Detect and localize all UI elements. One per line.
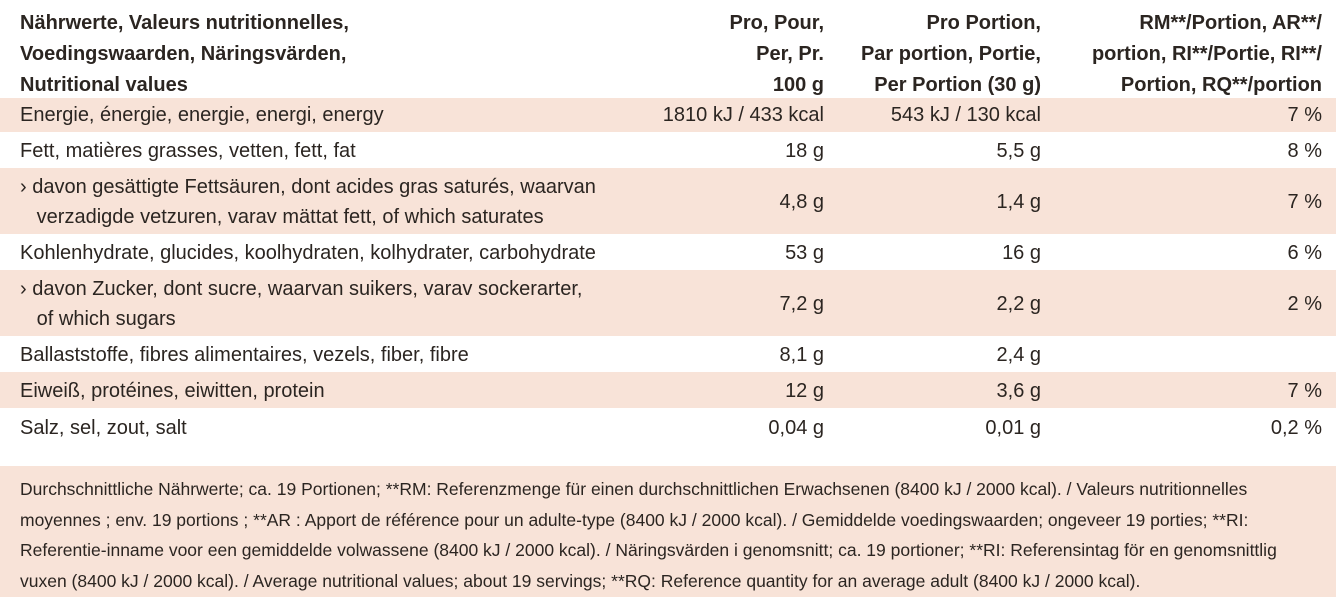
header-per-100g: Pro, Pour, Per, Pr. 100 g [729,12,824,96]
value-per-portion: 0,01 g [985,417,1041,439]
table-row [0,374,1336,410]
table-row [0,170,1336,236]
value-per-100g: 4,8 g [779,191,824,213]
value-per-portion: 16 g [1002,242,1041,264]
value-reference-intake: 7 % [1287,104,1322,126]
nutrient-name: Salz, sel, zout, salt [20,417,187,439]
value-reference-intake: 7 % [1287,191,1322,213]
table-row [0,410,1336,446]
nutrient-name: › davon Zucker, dont sucre, waarvan suikers, varav sockerarter, of which sugars [20,278,583,330]
value-per-100g: 7,2 g [779,293,824,315]
nutrient-name: Ballaststoffe, fibres alimentaires, vezels, fiber, fibre [20,344,469,366]
nutrient-name: Fett, matières grasses, vetten, fett, fat [20,140,356,162]
value-per-100g: 1810 kJ / 433 kcal [662,104,824,126]
value-per-portion: 3,6 g [996,380,1041,402]
value-reference-intake: 0,2 % [1270,417,1322,439]
table-header [0,0,1336,98]
header-reference-intake: RM**/Portion, AR**/ portion, RI**/Portie, RI**/ Portion, RQ**/portion [1091,12,1322,96]
value-per-portion: 5,5 g [996,140,1041,162]
header-per-portion: Pro Portion, Par portion, Portie, Per Portion (30 g) [860,12,1041,96]
value-reference-intake: 6 % [1287,242,1322,264]
value-reference-intake: 8 % [1287,140,1322,162]
value-per-portion: 1,4 g [996,191,1041,213]
footnote [0,466,1336,597]
value-per-100g: 0,04 g [768,417,824,439]
value-reference-intake: 2 % [1287,293,1322,315]
value-per-100g: 12 g [785,380,824,402]
value-per-portion: 543 kJ / 130 kcal [890,104,1041,126]
value-per-portion: 2,4 g [996,344,1041,366]
table-row [0,272,1336,338]
nutrient-name: Eiweiß, protéines, eiwitten, protein [20,380,325,402]
table-row [0,338,1336,374]
nutrient-name: Energie, énergie, energie, energi, energy [20,104,384,126]
table-row [0,236,1336,272]
footnote-text: Durchschnittliche Nährwerte; ca. 19 Portionen; **RM: Referenzmenge für einen durchschnittlichen Erwachsenen (8400 kJ / 2000 kcal). / Valeurs nutritionnelles moyennes ; env. 19 portions ; **AR : Apport de référence pour un adulte-type (8400 kJ / 2000 kcal). / Gemiddelde voedingswaarden; ongeveer 19 porties; **RI: Referentie-inname voor een gemiddelde volwassene (8400 kJ / 2000 kcal). / Näringsvärden i genomsnitt; ca. 19 portioner; **RI: Referensintag för en genomsnittlig vuxen (8400 kJ / 2000 kcal). / Average nutritional values; about 19 servings; **RQ: Reference quantity for an average adult (8400 kJ / 2000 kcal). [20,479,1277,591]
value-per-portion: 2,2 g [996,293,1041,315]
value-per-100g: 53 g [785,242,824,264]
value-per-100g: 8,1 g [779,344,824,366]
header-nutrient: Nährwerte, Valeurs nutritionnelles, Voedingswaarden, Näringsvärden, Nutritional values [20,12,349,96]
value-reference-intake: 7 % [1287,380,1322,402]
spacer [0,446,1336,466]
table-row [0,134,1336,170]
nutrient-name: › davon gesättigte Fettsäuren, dont acides gras saturés, waarvan verzadigde vetzuren, varav mättat fett, of which saturates [20,176,596,228]
value-per-100g: 18 g [785,140,824,162]
nutrient-name: Kohlenhydrate, glucides, koolhydraten, kolhydrater, carbohydrate [20,242,596,264]
table-row [0,98,1336,134]
